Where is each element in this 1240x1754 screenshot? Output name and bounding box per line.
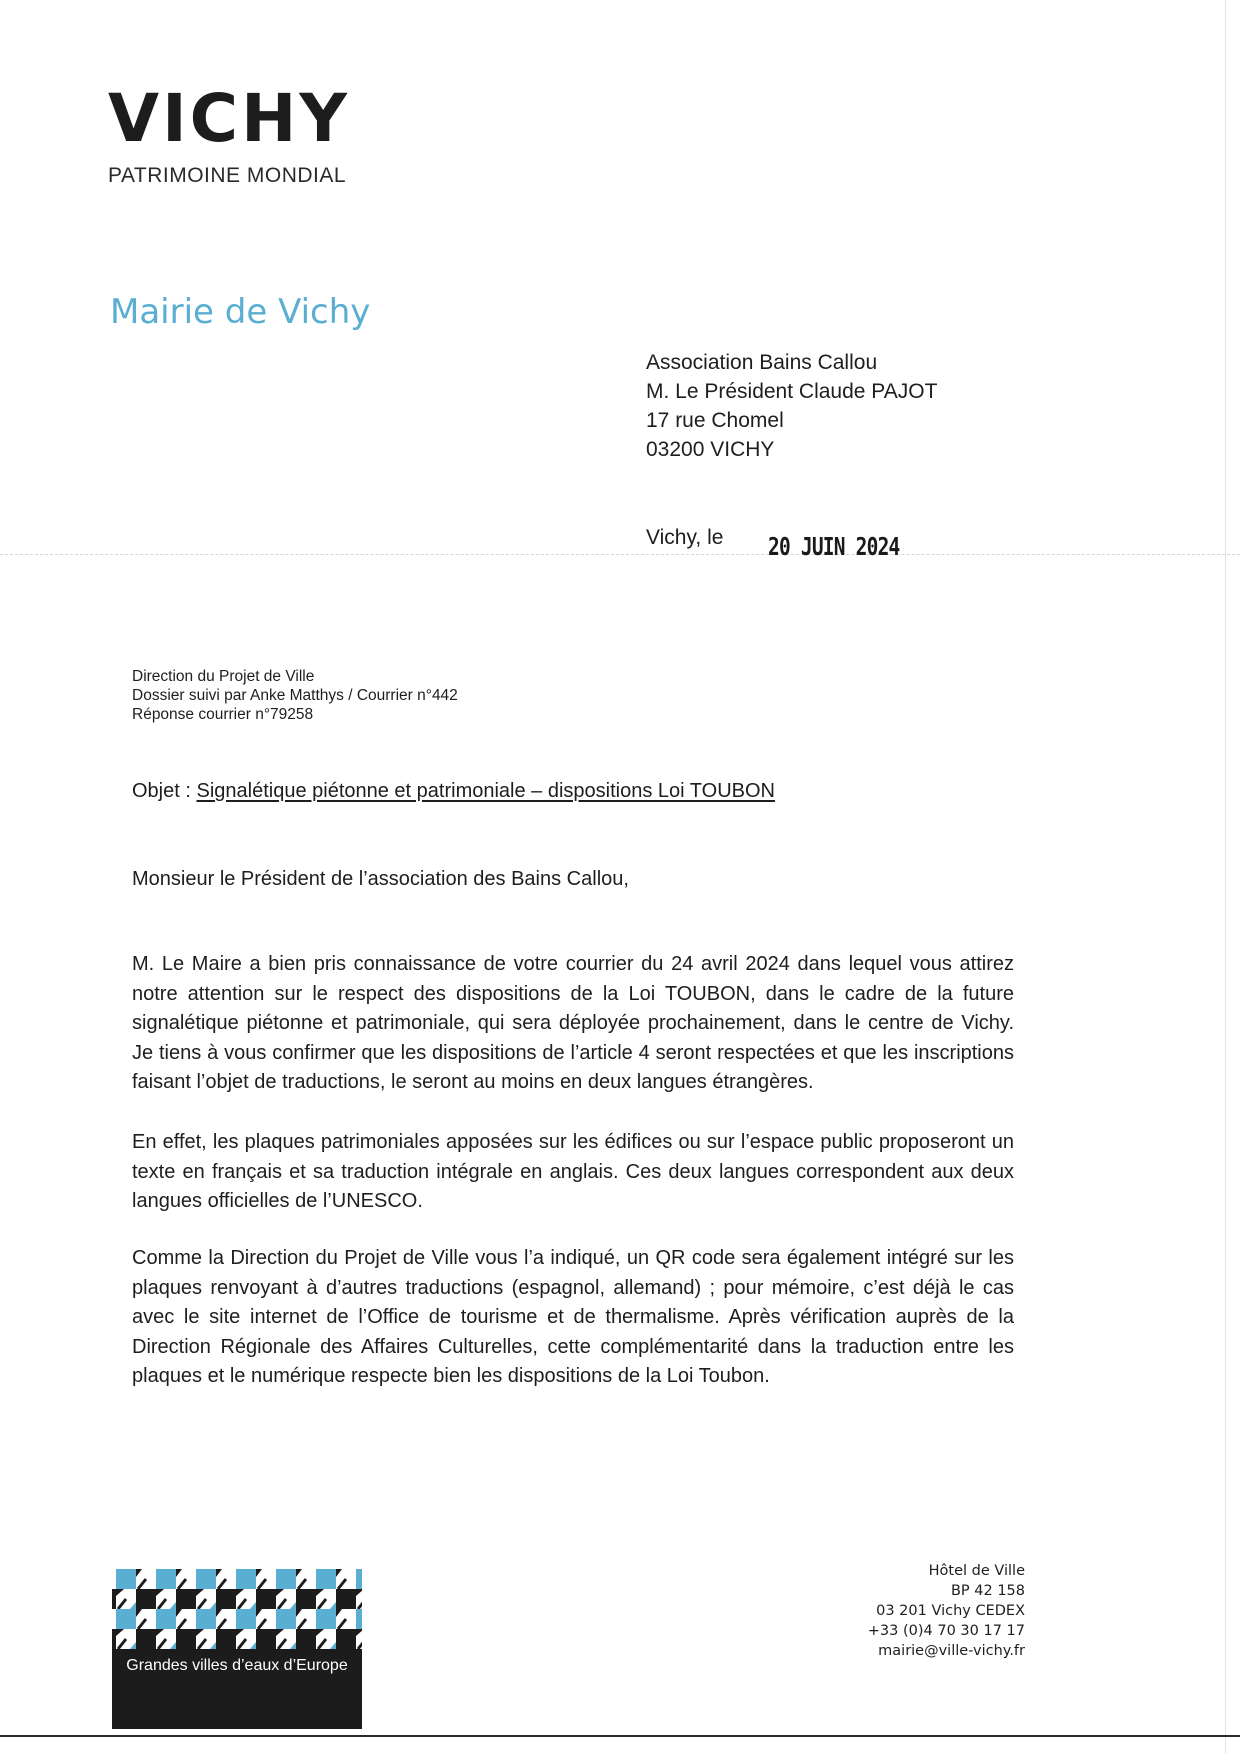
reference-line: Direction du Projet de Ville (132, 668, 315, 685)
reference-line: Réponse courrier n°79258 (132, 706, 314, 723)
scan-edge (1225, 0, 1226, 1754)
body-paragraph: Comme la Direction du Projet de Ville vous l’a indiqué, un QR code sera également intégré sur les plaques renvoyant à d’autres traductions (espagnol, allemand) ; pour mémoire, c’est déjà le cas avec le site internet de l’Office de tourisme et de thermalisme. Après vérification auprès de la Direction Régionale des Affaires Culturelles, cette complémentarité dans la traduction entre les plaques et le numérique respecte bien les dispositions de la Loi Toubon. (132, 1247, 1014, 1387)
sender-address (840, 1561, 1025, 1661)
recipient-line: M. Le Président Claude PAJOT (646, 380, 938, 403)
letterhead-brand (108, 80, 351, 188)
date-label: Vichy, le (646, 526, 724, 549)
houndstooth-pattern-icon (112, 1569, 362, 1649)
address-line: +33 (0)4 70 30 17 17 (867, 1623, 1025, 1639)
address-line: 03 201 Vichy CEDEX (876, 1603, 1025, 1619)
address-line: Hôtel de Ville (928, 1563, 1025, 1579)
reference-block (132, 667, 458, 724)
subject-label: Objet : (132, 780, 191, 802)
subject-line (132, 780, 775, 803)
address-line: BP 42 158 (950, 1583, 1025, 1599)
date-stamp: 20 JUIN 2024 (768, 532, 900, 561)
subject-text: Signalétique piétonne et patrimoniale – dispositions Loi TOUBON (196, 780, 775, 802)
body-paragraph: En effet, les plaques patrimoniales apposées sur les édifices ou sur l’espace public proposeront un texte en français et sa traduction intégrale en anglais. Ces deux langues correspondent aux deux langues officielles de l’UNESCO. (132, 1131, 1014, 1212)
bottom-rule (0, 1735, 1240, 1737)
issuer-name: Mairie de Vichy (110, 292, 371, 332)
reference-line: Dossier suivi par Anke Matthys / Courrier n°442 (132, 687, 458, 704)
salutation: Monsieur le Président de l’association des Bains Callou, (132, 868, 629, 890)
recipient-line: 03200 VICHY (646, 438, 775, 461)
brand-subtitle: PATRIMOINE MONDIAL (108, 164, 347, 187)
address-line: mairie@ville-vichy.fr (878, 1643, 1025, 1659)
recipient-address (646, 348, 937, 464)
brand-title: VICHY (108, 80, 351, 157)
grandes-villes-logo (112, 1569, 362, 1729)
recipient-line: 17 rue Chomel (646, 409, 784, 432)
fold-line (0, 554, 1240, 555)
logo-caption: Grandes villes d’eaux d’Europe (126, 1657, 348, 1674)
body-paragraph: M. Le Maire a bien pris connaissance de votre courrier du 24 avril 2024 dans lequel vous attirez notre attention sur le respect des dispositions de la Loi TOUBON, dans le cadre de la future signalétique piétonne et patrimoniale, qui sera déployée prochainement, dans le centre de Vichy. Je tiens à vous confirmer que les dispositions de l’article 4 seront respectées et que les inscriptions faisant l’objet de traductions, le seront au moins en deux langues étrangères. (132, 953, 1014, 1093)
recipient-line: Association Bains Callou (646, 351, 878, 374)
